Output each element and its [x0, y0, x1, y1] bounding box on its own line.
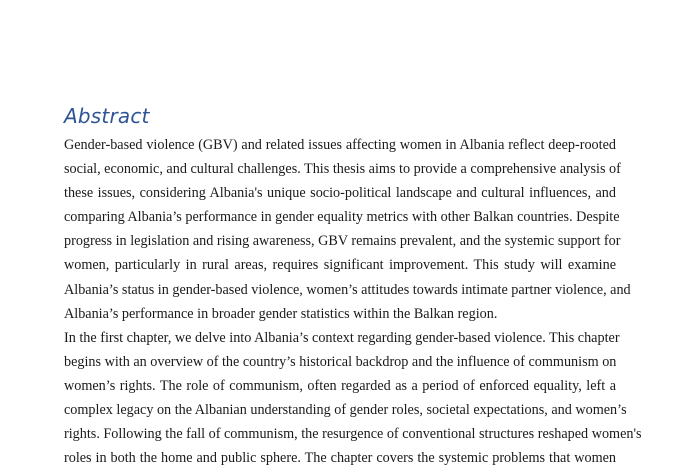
text-line: comparing Albania’s performance in gender equality metrics with other Balkan countries. Despite [64, 209, 620, 226]
section-heading-abstract: Abstract [64, 104, 150, 128]
paragraph-2 [64, 326, 642, 470]
text-line: roles in both the home and public sphere. The chapter covers the systemic problems that women [64, 450, 616, 467]
text-line: progress in legislation and rising awareness, GBV remains prevalent, and the systemic support for [64, 233, 621, 250]
text-line: begins with an overview of the country’s historical backdrop and the influence of communism on [64, 353, 617, 370]
abstract-body [64, 133, 642, 470]
text-line: Albania’s status in gender-based violence, women’s attitudes towards intimate partner violence, and [64, 281, 631, 298]
text-line: women’s rights. The role of communism, often regarded as a period of enforced equality, left a [64, 377, 616, 394]
text-line: rights. Following the fall of communism, the resurgence of conventional structures reshaped women's [64, 426, 642, 443]
text-line: Gender-based violence (GBV) and related issues affecting women in Albania reflect deep-rooted [64, 137, 616, 153]
paragraph-1 [64, 133, 631, 326]
text-line: In the first chapter, we delve into Albania’s context regarding gender-based violence. This chapter [64, 329, 620, 346]
text-line: women, particularly in rural areas, requires significant improvement. This study will examine [64, 257, 616, 274]
text-line: these issues, considering Albania's unique socio-political landscape and cultural influences, and [64, 185, 616, 202]
text-line: social, economic, and cultural challenges. This thesis aims to provide a comprehensive analysis of [64, 161, 621, 178]
text-line: Albania’s performance in broader gender statistics within the Balkan region. [64, 305, 498, 322]
text-line: complex legacy on the Albanian understanding of gender roles, societal expectations, and women’s [64, 402, 627, 419]
